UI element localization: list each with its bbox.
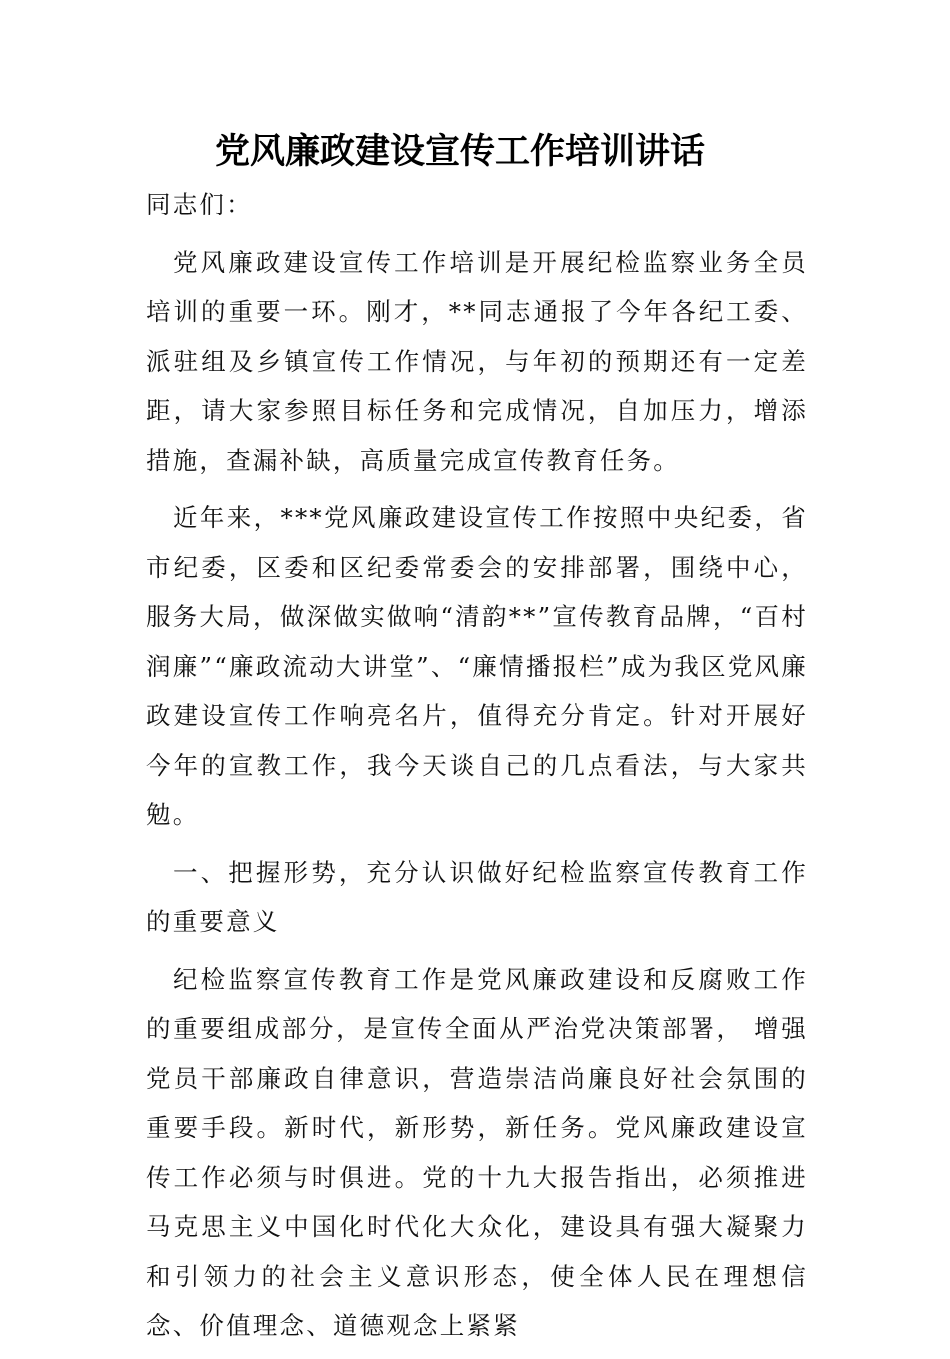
section-heading-1: 一、把握形势，充分认识做好纪检监察宣传教育工作的重要意义	[146, 857, 808, 936]
paragraph-recent-years: 近年来，***党风廉政建设宣传工作按照中央纪委，省市纪委，区委和区纪委常委会的安排部署，围绕中心，服务大局，做深做实做响“清韵**”宣传教育品牌，“百村润廉”“廉政流动大讲堂”、“廉情播报栏”成为我区党风廉政建设宣传工作响亮名片，值得充分肯定。针对开展好今年的宣教工作，我今天谈自己的几点看法，与大家共勉。	[146, 503, 808, 829]
paragraph-significance: 纪检监察宣传教育工作是党风廉政建设和反腐败工作的重要组成部分，是宣传全面从严治党决策部署， 增强党员干部廉政自律意识，营造崇洁尚廉良好社会氛围的重要手段。新时代，新形势，新任务。党风廉政建设宣传工作必须与时俱进。党的十九大报告指出，必须推进马克思主义中国化时代化大众化，建设具有强大凝聚力和引领力的社会主义意识形态，使全体人民在理想信念、价值理念、道德观念上紧紧	[146, 964, 808, 1340]
document-title: 党风廉政建设宣传工作培训讲话	[214, 132, 705, 172]
paragraph-intro: 党风廉政建设宣传工作培训是开展纪检监察业务全员培训的重要一环。刚才，**同志通报了今年各纪工委、派驻组及乡镇宣传工作情况，与年初的预期还有一定差距，请大家参照目标任务和完成情况，自加压力，增添措施，查漏补缺，高质量完成宣传教育任务。	[146, 247, 808, 475]
salutation: 同志们：	[146, 190, 253, 219]
document-body	[146, 180, 808, 1359]
